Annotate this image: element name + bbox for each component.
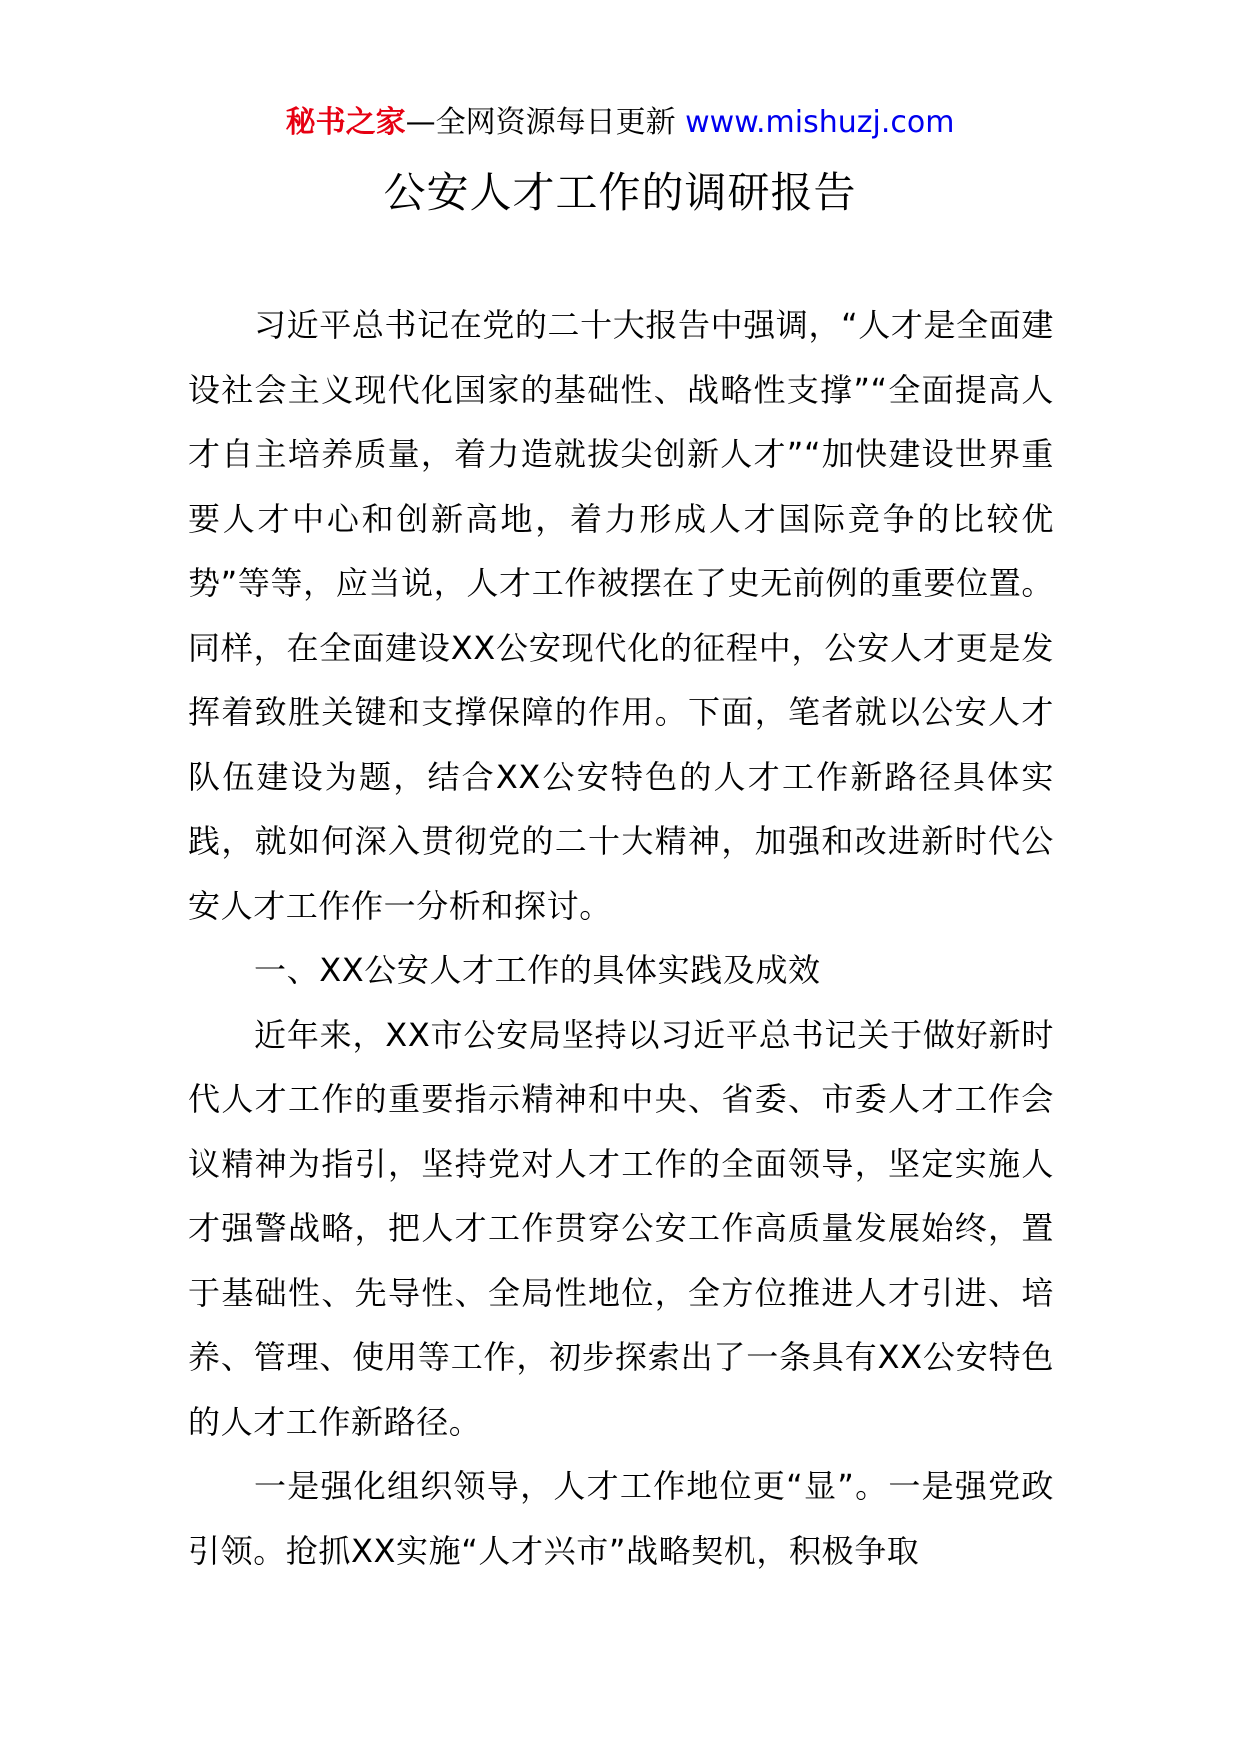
paragraph-leadership: 一是强化组织领导，人才工作地位更“显”。一是强党政引领。抢抓XX实施“人才兴市”战略契机，积极争取 bbox=[188, 1467, 1054, 1570]
site-brand: 秘书之家 bbox=[285, 105, 406, 140]
section-heading-1: 一、XX公安人才工作的具体实践及成效 bbox=[254, 951, 821, 989]
document-body bbox=[188, 293, 1054, 1583]
site-url-link[interactable]: www.mishuzj.com bbox=[685, 105, 955, 140]
site-slogan: —全网资源每日更新 bbox=[405, 105, 686, 140]
document-title: 公安人才工作的调研报告 bbox=[383, 168, 857, 217]
paragraph-intro: 习近平总书记在党的二十大报告中强调，“人才是全面建设社会主义现代化国家的基础性、战略性支撑”“全面提高人才自主培养质量，着力造就拔尖创新人才”“加快建设世界重要人才中心和创新高地，着力形成人才国际竞争的比较优势”等等，应当说，人才工作被摆在了史无前例的重要位置。同样，在全面建设XX公安现代化的征程中，公安人才更是发挥着致胜关键和支撑保障的作用。下面，笔者就以公安人才队伍建设为题，结合XX公安特色的人才工作新路径具体实践，就如何深入贯彻党的二十大精神，加强和改进新时代公安人才工作作一分析和探讨。 bbox=[188, 306, 1054, 925]
paragraph-practice: 近年来，XX市公安局坚持以习近平总书记关于做好新时代人才工作的重要指示精神和中央、省委、市委人才工作会议精神为指引，坚持党对人才工作的全面领导，坚定实施人才强警战略，把人才工作贯穿公安工作高质量发展始终，置于基础性、先导性、全局性地位，全方位推进人才引进、培养、管理、使用等工作，初步探索出了一条具有XX公安特色的人才工作新路径。 bbox=[188, 1015, 1054, 1441]
site-header bbox=[0, 102, 1240, 144]
